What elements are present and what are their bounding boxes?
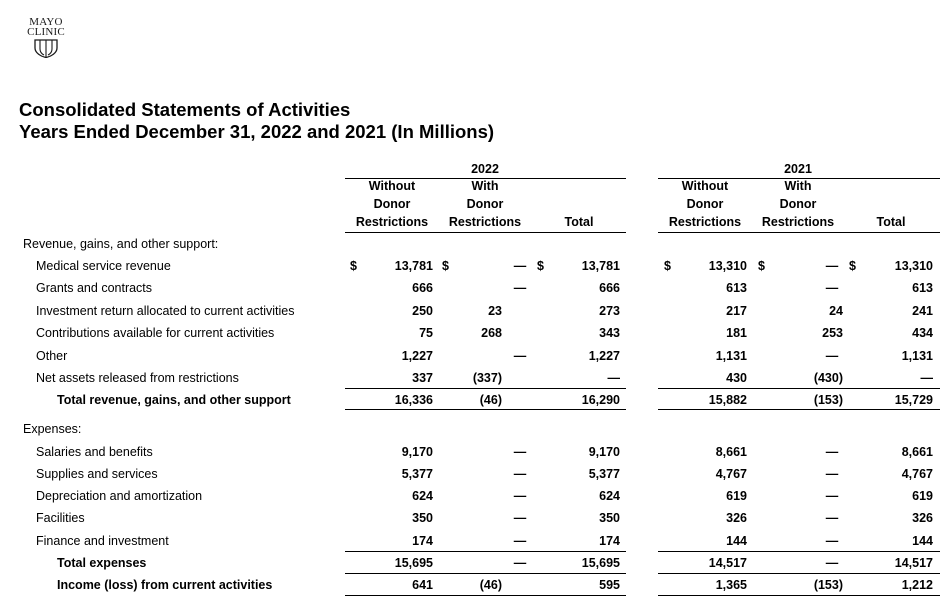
col-header-total-2021: Total — [876, 215, 906, 229]
value-cell: 13,781 — [394, 259, 433, 273]
year-header-2021: 2021 — [784, 162, 812, 176]
value-cell: — — [513, 349, 527, 363]
row-label-total-expenses: Total expenses — [57, 556, 147, 570]
value-cell: 16,290 — [581, 393, 620, 407]
value-cell: — — [825, 467, 839, 481]
value-cell: (153) — [813, 393, 843, 407]
value-cell: 1,365 — [715, 578, 747, 592]
statement-title — [19, 99, 494, 143]
revenue-total-rule-2021 — [658, 409, 940, 410]
value-cell: 8,661 — [715, 445, 747, 459]
statement-title-line2: Years Ended December 31, 2022 and 2021 (In Millions) — [19, 121, 495, 142]
value-cell: — — [513, 445, 527, 459]
value-cell: — — [513, 281, 527, 295]
value-cell: (153) — [813, 578, 843, 592]
value-cell: — — [513, 556, 527, 570]
col-header-without-2021: Donor — [686, 197, 724, 211]
value-cell: — — [513, 259, 527, 273]
value-cell: 5,377 — [401, 467, 433, 481]
value-cell: 273 — [599, 304, 620, 318]
value-cell: — — [513, 489, 527, 503]
value-cell: 666 — [599, 281, 620, 295]
value-cell: (46) — [479, 393, 502, 407]
value-cell: 337 — [412, 371, 433, 385]
row-label: Investment return allocated to current activities — [36, 304, 295, 318]
row-label-income: Income (loss) from current activities — [57, 578, 273, 592]
value-cell: 1,227 — [588, 349, 620, 363]
col-header-with-2021: Donor — [779, 197, 817, 211]
value-cell: 326 — [912, 511, 933, 525]
value-cell: 24 — [829, 304, 843, 318]
value-cell: 1,227 — [401, 349, 433, 363]
dollar-sign: $ — [664, 259, 671, 273]
value-cell: 15,882 — [708, 393, 747, 407]
value-cell: 13,310 — [894, 259, 933, 273]
col-header-without-2022: Restrictions — [355, 215, 429, 229]
value-cell: 350 — [599, 511, 620, 525]
shield-icon — [33, 38, 59, 58]
value-cell: (46) — [479, 578, 502, 592]
value-cell: 9,170 — [588, 445, 620, 459]
value-cell: 1,131 — [901, 349, 933, 363]
header-underline-2021 — [658, 232, 940, 233]
revenue-total-rule-2022 — [345, 409, 626, 410]
income-rule-2022 — [345, 595, 626, 596]
value-cell: 16,336 — [394, 393, 433, 407]
value-cell: 613 — [726, 281, 747, 295]
value-cell: 613 — [912, 281, 933, 295]
row-label: Supplies and services — [36, 467, 158, 481]
value-cell: — — [825, 534, 839, 548]
value-cell: 641 — [412, 578, 433, 592]
revenue-subtotal-rule-2021 — [658, 388, 940, 389]
value-cell: 343 — [599, 326, 620, 340]
value-cell: 5,377 — [588, 467, 620, 481]
expense-total-rule-2021 — [658, 573, 940, 574]
revenue-subtotal-rule-2022 — [345, 388, 626, 389]
col-header-with-2022: Restrictions — [448, 215, 522, 229]
dollar-sign: $ — [350, 259, 357, 273]
col-header-without-2021: Without — [681, 179, 729, 193]
value-cell: — — [825, 445, 839, 459]
logo-word-mayo: MAYO — [29, 16, 63, 28]
value-cell: — — [513, 511, 527, 525]
value-cell: — — [920, 371, 933, 385]
expense-subtotal-rule-2021 — [658, 551, 940, 552]
value-cell: 326 — [726, 511, 747, 525]
mayo-clinic-logo — [26, 17, 66, 58]
value-cell: 350 — [412, 511, 433, 525]
col-header-with-2021: With — [784, 179, 812, 193]
row-label: Other — [36, 349, 68, 363]
value-cell: 4,767 — [901, 467, 933, 481]
value-cell: 619 — [912, 489, 933, 503]
value-cell: 268 — [481, 326, 502, 340]
value-cell: 144 — [912, 534, 933, 548]
dollar-sign: $ — [537, 259, 544, 273]
value-cell: 75 — [419, 326, 433, 340]
row-label: Medical service revenue — [36, 259, 171, 273]
value-cell: — — [825, 259, 839, 273]
section-label-revenue: Revenue, gains, and other support: — [23, 237, 219, 251]
col-header-with-2022: With — [471, 179, 499, 193]
dollar-sign: $ — [758, 259, 765, 273]
row-label: Finance and investment — [36, 534, 169, 548]
value-cell: 619 — [726, 489, 747, 503]
statement-title-line1: Consolidated Statements of Activities — [19, 99, 351, 120]
value-cell: 14,517 — [894, 556, 933, 570]
value-cell: 144 — [726, 534, 747, 548]
value-cell: (430) — [813, 371, 843, 385]
col-header-with-2022: Donor — [466, 197, 504, 211]
value-cell: 253 — [822, 326, 843, 340]
value-cell: 15,695 — [394, 556, 433, 570]
value-cell: — — [513, 467, 527, 481]
value-cell: 624 — [599, 489, 620, 503]
value-cell: — — [513, 534, 527, 548]
col-header-without-2021: Restrictions — [668, 215, 742, 229]
year-header-2022: 2022 — [471, 162, 499, 176]
value-cell: 15,695 — [581, 556, 620, 570]
dollar-sign: $ — [849, 259, 856, 273]
value-cell: (337) — [472, 371, 502, 385]
value-cell: 14,517 — [708, 556, 747, 570]
expense-subtotal-rule-2022 — [345, 551, 626, 552]
value-cell: 666 — [412, 281, 433, 295]
value-cell: — — [825, 511, 839, 525]
value-cell: 434 — [912, 326, 933, 340]
col-header-without-2022: Without — [368, 179, 416, 193]
value-cell: 8,661 — [901, 445, 933, 459]
value-cell: 217 — [726, 304, 747, 318]
income-rule-2021 — [658, 595, 940, 596]
row-label: Contributions available for current activities — [36, 326, 275, 340]
col-header-without-2022: Donor — [373, 197, 411, 211]
expense-total-rule-2022 — [345, 573, 626, 574]
value-cell: 595 — [599, 578, 620, 592]
value-cell: — — [825, 556, 839, 570]
row-label-total-revenue: Total revenue, gains, and other support — [57, 393, 291, 407]
value-cell: 624 — [412, 489, 433, 503]
row-label: Depreciation and amortization — [36, 489, 203, 503]
value-cell: 23 — [488, 304, 502, 318]
row-label: Grants and contracts — [36, 281, 153, 295]
value-cell: — — [825, 349, 839, 363]
row-label: Salaries and benefits — [36, 445, 153, 459]
logo-word-clinic: CLINIC — [27, 26, 65, 38]
value-cell: 174 — [599, 534, 620, 548]
value-cell: 15,729 — [894, 393, 933, 407]
value-cell: — — [825, 281, 839, 295]
value-cell: 181 — [726, 326, 747, 340]
value-cell: 250 — [412, 304, 433, 318]
row-label: Facilities — [36, 511, 85, 525]
value-cell: 1,212 — [901, 578, 933, 592]
row-label: Net assets released from restrictions — [36, 371, 239, 385]
col-header-total-2022: Total — [564, 215, 594, 229]
value-cell: 13,781 — [581, 259, 620, 273]
value-cell: 241 — [912, 304, 933, 318]
header-underline-2022 — [345, 232, 626, 233]
value-cell: 4,767 — [715, 467, 747, 481]
value-cell: — — [825, 489, 839, 503]
value-cell: 174 — [412, 534, 433, 548]
value-cell: — — [607, 371, 620, 385]
value-cell: 1,131 — [715, 349, 747, 363]
value-cell: 13,310 — [708, 259, 747, 273]
value-cell: 9,170 — [401, 445, 433, 459]
col-header-with-2021: Restrictions — [761, 215, 835, 229]
value-cell: 430 — [726, 371, 747, 385]
dollar-sign: $ — [442, 259, 449, 273]
section-label-expenses: Expenses: — [23, 422, 82, 436]
